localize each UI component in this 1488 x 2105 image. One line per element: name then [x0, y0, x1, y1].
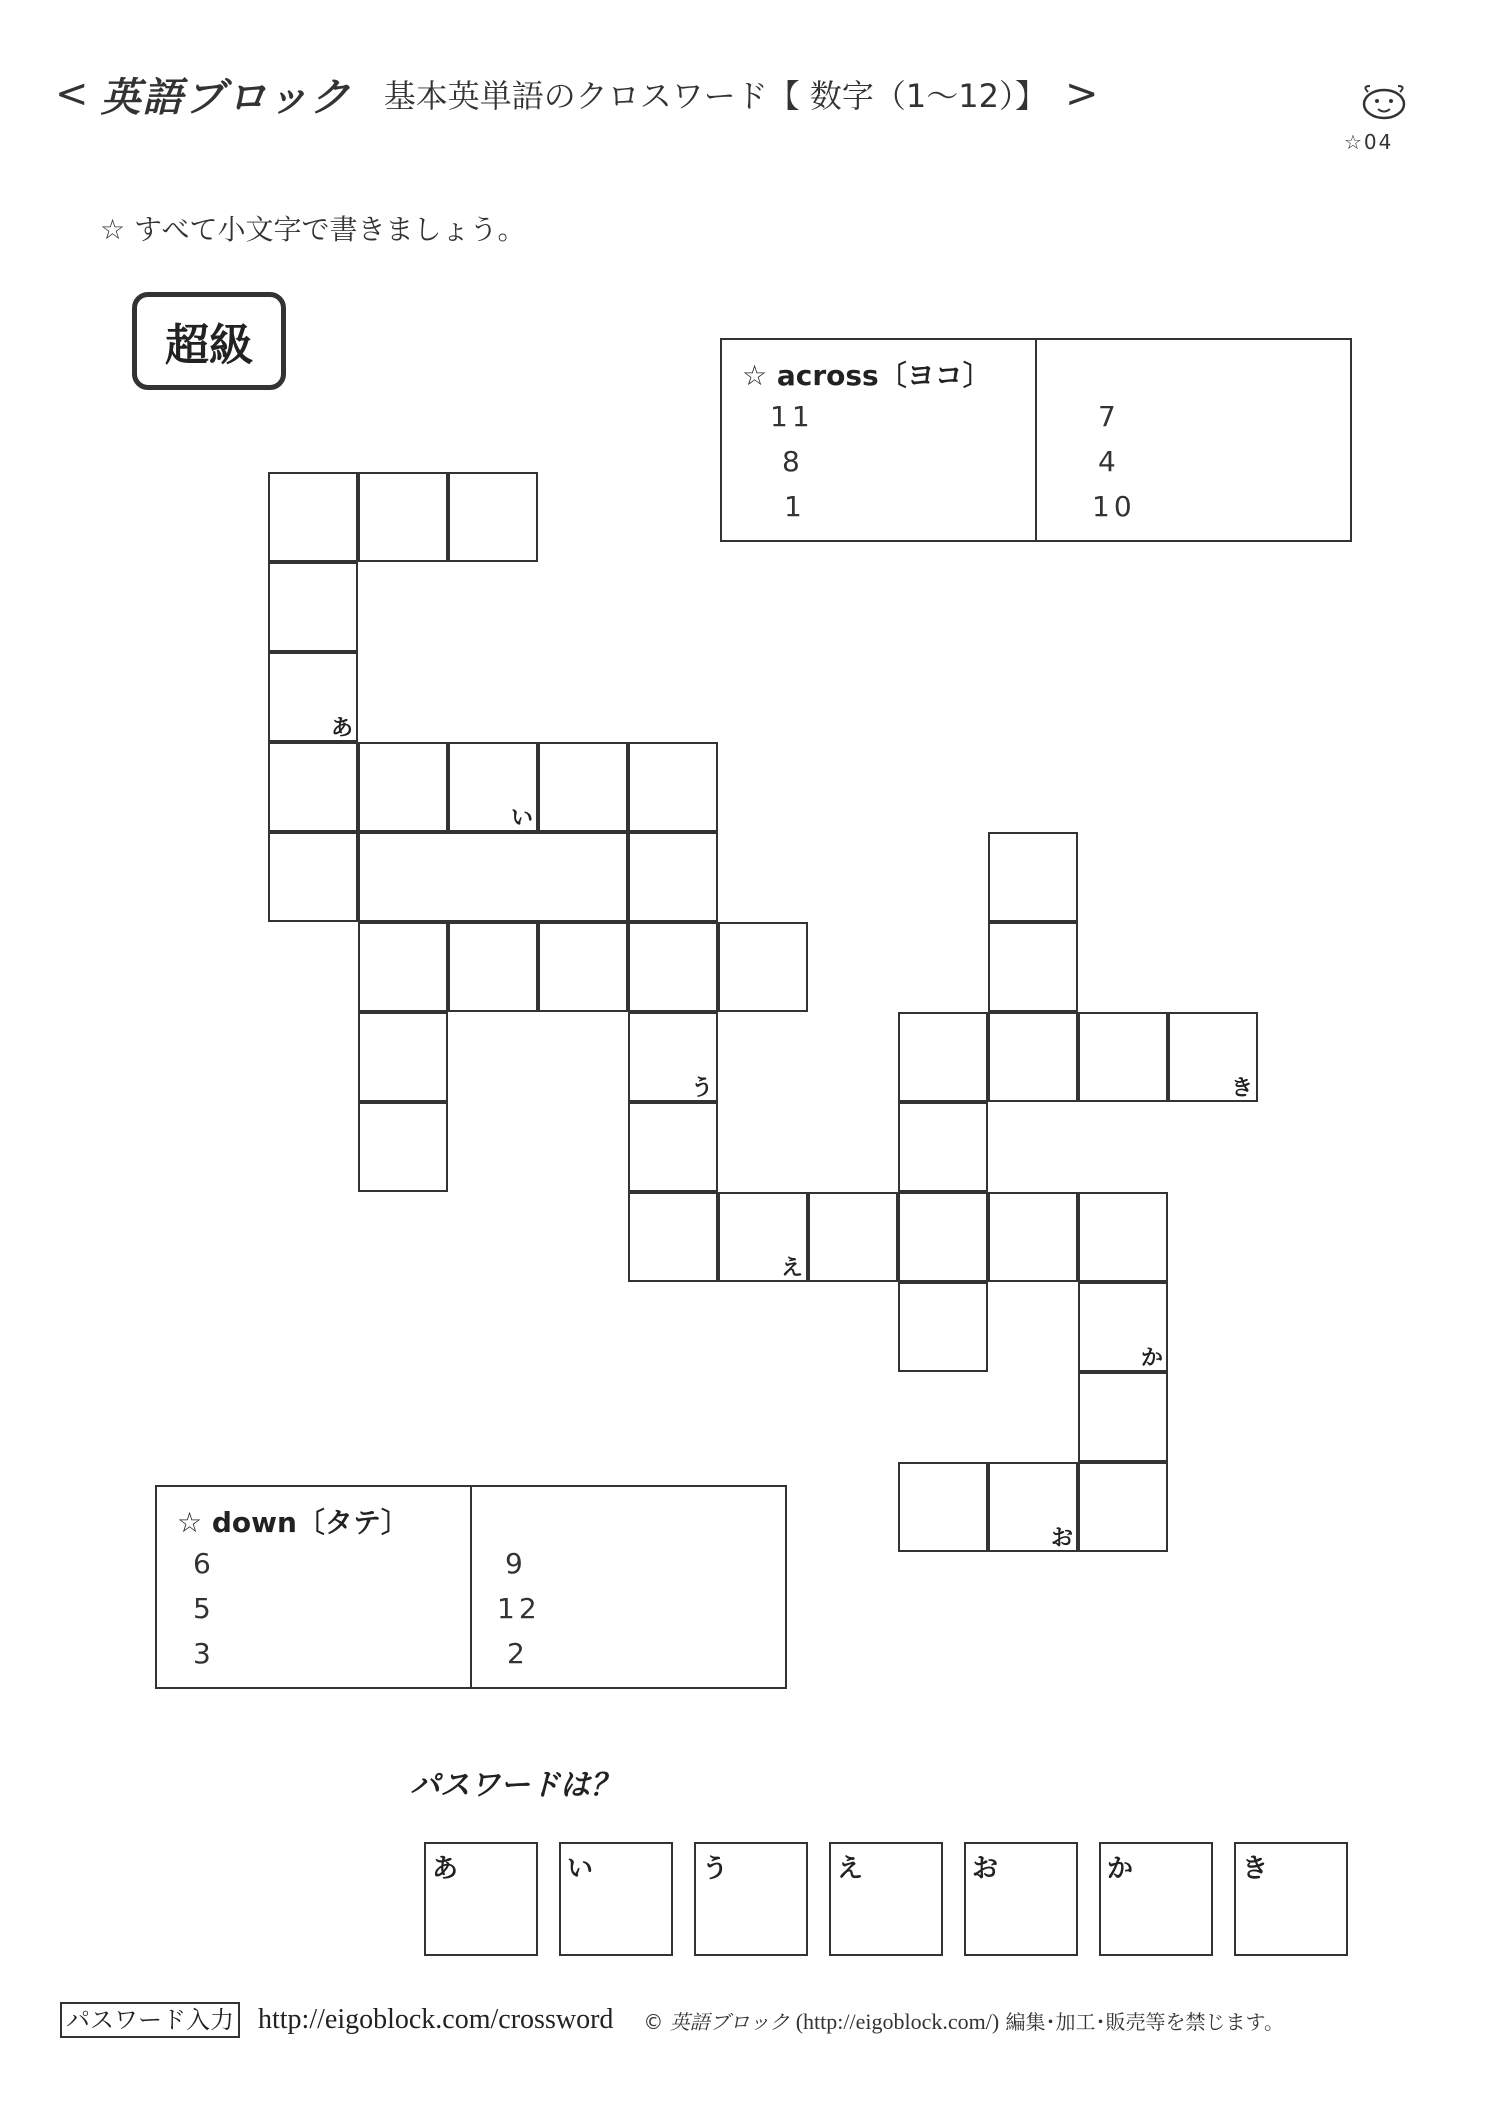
crossword-cell[interactable]: [718, 1192, 808, 1282]
down-clue: 9: [505, 1547, 527, 1580]
crossword-cell[interactable]: [628, 922, 718, 1012]
crossword-cell[interactable]: [718, 922, 808, 1012]
across-heading: ☆ across〔ヨコ〕: [742, 359, 991, 392]
copyright-name: 英語ブロック: [669, 2009, 790, 2034]
password-box-u[interactable]: [694, 1842, 808, 1956]
down-clue: 5: [193, 1592, 215, 1625]
crossword-cell[interactable]: [1078, 1462, 1168, 1552]
password-box-ki[interactable]: [1234, 1842, 1348, 1956]
across-divider: [1035, 340, 1037, 540]
level-badge: 超級: [132, 292, 286, 390]
crossword-cell[interactable]: [898, 1012, 988, 1102]
copyright-url: (http://eigoblock.com/): [795, 2008, 1000, 2034]
crossword-cell[interactable]: [538, 922, 628, 1012]
crossword-cell[interactable]: [358, 922, 448, 1012]
crossword-cell[interactable]: [268, 652, 358, 742]
crossword-cell[interactable]: [628, 1192, 718, 1282]
crossword-cell[interactable]: [358, 1102, 448, 1192]
crossword-cell[interactable]: [988, 1192, 1078, 1282]
crossword-cell[interactable]: [358, 472, 448, 562]
copyright-notice: [643, 2006, 1284, 2035]
mark-e: え: [780, 1256, 803, 1281]
crossword-cell[interactable]: [448, 472, 538, 562]
crossword-cell[interactable]: [268, 742, 358, 832]
instruction-text: ☆ すべて小文字で書きましょう。: [100, 213, 526, 246]
crossword-cell[interactable]: [988, 1462, 1078, 1552]
across-clue-table: [720, 338, 1352, 542]
crossword-cell[interactable]: [1078, 1372, 1168, 1462]
password-box-label: か: [1107, 1854, 1134, 1884]
crossword-cell[interactable]: [988, 832, 1078, 922]
crossword-cell[interactable]: [898, 1102, 988, 1192]
down-clue: 6: [193, 1547, 215, 1580]
crossword-cell[interactable]: [898, 1192, 988, 1282]
mark-ki: き: [1230, 1076, 1253, 1101]
password-box-e[interactable]: [829, 1842, 943, 1956]
password-box-label: い: [567, 1854, 594, 1884]
password-entry-label: パスワード入力: [60, 2002, 240, 2038]
page-header: [55, 64, 1099, 124]
mascot-face-icon: [1358, 82, 1410, 122]
crossword-cell[interactable]: [538, 742, 628, 832]
crossword-cell[interactable]: [268, 832, 358, 922]
copyright-mark: ©: [643, 2009, 664, 2034]
bracket-right: >: [1064, 71, 1099, 117]
brand-logo: 英語ブロック: [100, 74, 352, 121]
crossword-cell[interactable]: [448, 742, 538, 832]
down-heading: ☆ down〔タテ〕: [177, 1506, 409, 1539]
password-box-i[interactable]: [559, 1842, 673, 1956]
down-clue: 12: [497, 1592, 541, 1625]
password-box-label: え: [837, 1854, 864, 1884]
crossword-url-link[interactable]: http://eigoblock.com/crossword: [258, 2004, 614, 2035]
password-box-label: お: [972, 1854, 999, 1884]
crossword-cell[interactable]: [1078, 1012, 1168, 1102]
mark-ka: か: [1140, 1346, 1163, 1371]
mark-o: お: [1050, 1526, 1073, 1551]
mark-a: あ: [330, 716, 353, 741]
across-clue: 10: [1092, 490, 1136, 523]
password-box-label: あ: [432, 1854, 459, 1884]
crossword-cell[interactable]: [628, 1102, 718, 1192]
crossword-cell[interactable]: [988, 922, 1078, 1012]
crossword-cell[interactable]: [898, 1282, 988, 1372]
mark-i: い: [510, 806, 533, 831]
worksheet-title: 基本英単語のクロスワード【 数字（1～12）】: [383, 77, 1047, 115]
down-clue-table: [155, 1485, 787, 1689]
down-clue: 2: [507, 1637, 529, 1670]
across-clue: 4: [1098, 445, 1120, 478]
copyright-note: 編集･加工･販売等を禁じます。: [1005, 2009, 1284, 2034]
crossword-cell-wide[interactable]: [358, 832, 628, 922]
page-id: ☆04: [1344, 130, 1394, 154]
crossword-cell[interactable]: [358, 1012, 448, 1102]
crossword-cell[interactable]: [988, 1012, 1078, 1102]
crossword-cell[interactable]: [268, 472, 358, 562]
crossword-cell[interactable]: [448, 922, 538, 1012]
crossword-cell[interactable]: [1168, 1012, 1258, 1102]
crossword-cell[interactable]: [898, 1462, 988, 1552]
crossword-cell[interactable]: [1078, 1192, 1168, 1282]
crossword-cell[interactable]: [358, 742, 448, 832]
crossword-cell[interactable]: [268, 562, 358, 652]
across-clue: 8: [782, 445, 804, 478]
crossword-cell[interactable]: [628, 832, 718, 922]
across-clue: 1: [784, 490, 806, 523]
mark-u: う: [690, 1076, 713, 1101]
crossword-cell[interactable]: [1078, 1282, 1168, 1372]
page-footer: [60, 2000, 1284, 2040]
crossword-cell[interactable]: [628, 742, 718, 832]
password-box-a[interactable]: [424, 1842, 538, 1956]
bracket-left: <: [55, 71, 89, 117]
password-box-o[interactable]: [964, 1842, 1078, 1956]
crossword-cell[interactable]: [628, 1012, 718, 1102]
password-box-label: う: [702, 1854, 729, 1884]
crossword-cell[interactable]: [808, 1192, 898, 1282]
password-box-ka[interactable]: [1099, 1842, 1213, 1956]
across-clue: 11: [770, 400, 814, 433]
down-clue: 3: [193, 1637, 215, 1670]
down-divider: [470, 1487, 472, 1687]
password-label: パスワードは？: [410, 1768, 620, 1803]
password-box-label: き: [1242, 1854, 1269, 1884]
across-clue: 7: [1098, 400, 1120, 433]
